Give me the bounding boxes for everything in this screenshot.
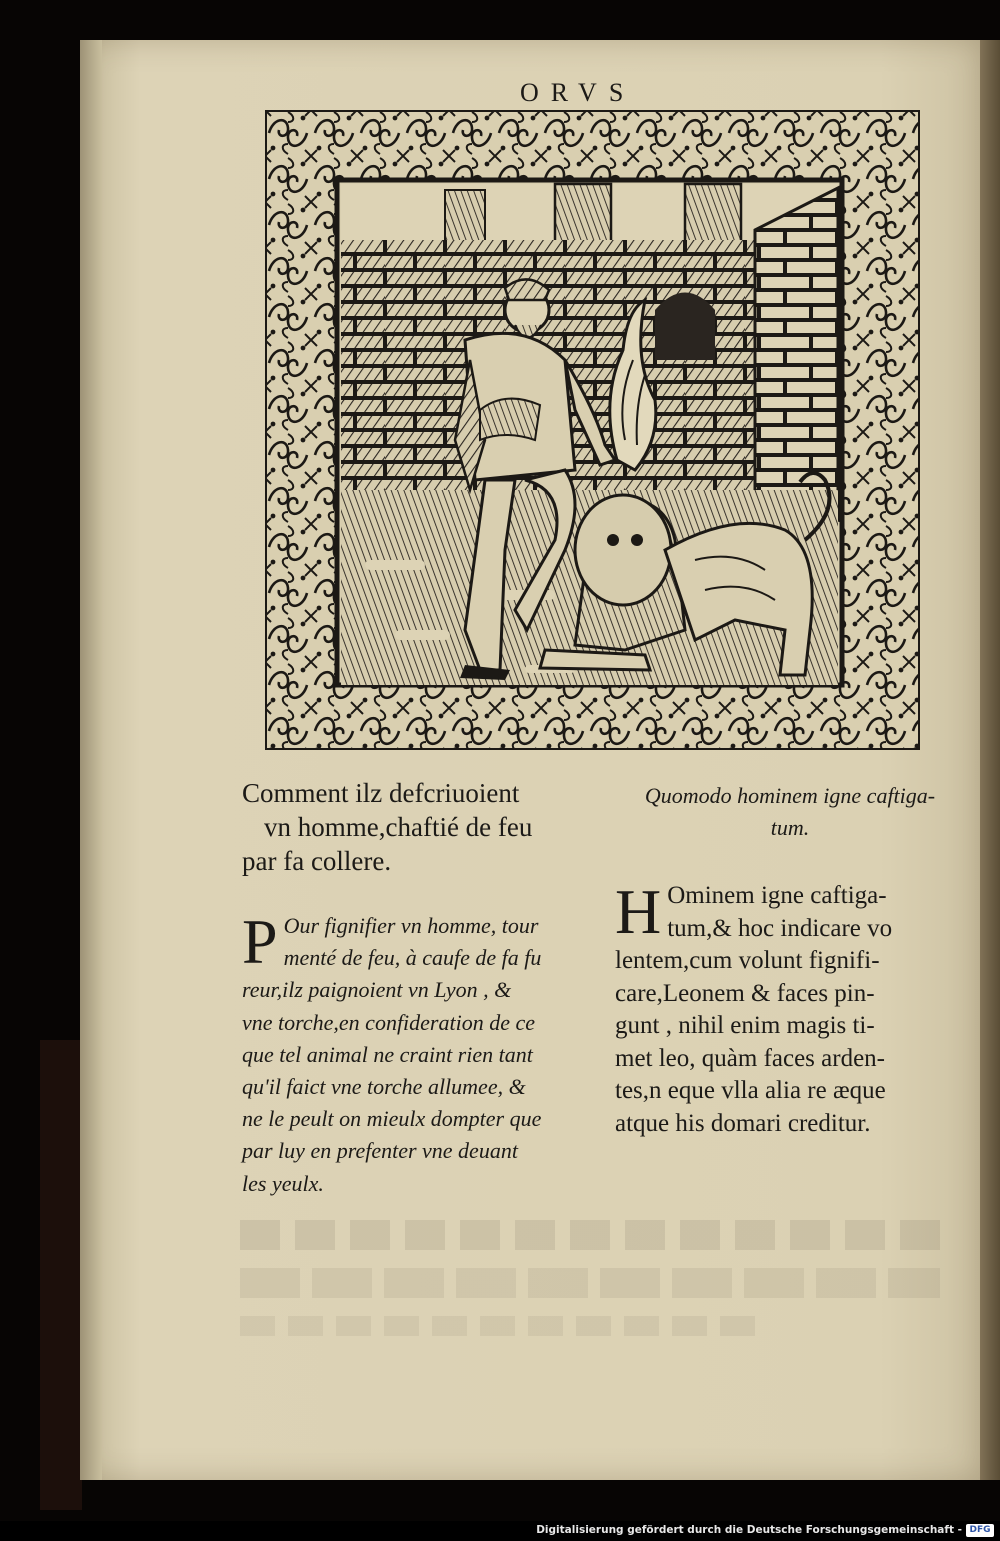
latin-title	[605, 780, 975, 844]
latin-title-line: Quomodo hominem igne caftiga-	[644, 783, 936, 808]
latin-body-line: met leo, quàm faces arden-	[615, 1044, 886, 1072]
french-body-line: menté de feu, à caufe de fa fu	[283, 945, 542, 971]
french-title-line: par fa collere.	[242, 846, 392, 876]
latin-body-line: tum,& hoc indicare vo	[667, 914, 893, 942]
footer-bar	[0, 1521, 1000, 1541]
french-body-line: par luy en prefenter vne deuant	[242, 1138, 518, 1164]
binding-shadow	[40, 1040, 82, 1510]
french-title	[242, 776, 602, 878]
latin-drop-cap: H	[615, 876, 662, 947]
french-body	[242, 906, 602, 1200]
french-drop-cap: P	[242, 906, 278, 977]
french-body-line: que tel animal ne craint rien tant	[242, 1041, 533, 1067]
latin-body-line: Ominem igne caftiga-	[667, 882, 887, 909]
french-body-line: les yeulx.	[242, 1170, 324, 1196]
french-title-line: Comment ilz defcriuoient	[242, 778, 520, 808]
latin-body-line: lentem,cum volunt fignifi-	[615, 947, 880, 974]
running-head: ORVS	[520, 78, 636, 107]
latin-body-line: atque his domari creditur.	[615, 1109, 871, 1137]
latin-body-line: gunt , nihil enim magis ti-	[615, 1012, 875, 1039]
french-body-line: Our fignifier vn homme, tour	[283, 913, 539, 938]
french-title-line: vn homme,chaftié de feu	[264, 812, 533, 842]
latin-title-line: tum.	[770, 815, 810, 840]
french-body-line: reur,ilz paignoient vn Lyon , &	[242, 977, 512, 1003]
latin-body-line: care,Leonem & faces pin-	[615, 979, 875, 1007]
french-body-line: qu'il faict vne torche allumee, &	[242, 1074, 526, 1100]
latin-body-line: tes,n eque vlla alia re æque	[615, 1077, 886, 1104]
show-through	[240, 1220, 940, 1340]
footer-credit: Digitalisierung gefördert durch die Deutsche Forschungsgemeinschaft -	[536, 1524, 962, 1536]
french-body-line: vne torche,en confideration de ce	[242, 1009, 536, 1035]
latin-body	[615, 876, 965, 1140]
woodcut-illustration	[265, 110, 920, 750]
book-page	[80, 40, 980, 1480]
french-body-line: ne le peult on mieulx dompter que	[242, 1106, 542, 1132]
gutter-shadow	[80, 40, 102, 1480]
dfg-logo: DFG	[966, 1524, 994, 1537]
